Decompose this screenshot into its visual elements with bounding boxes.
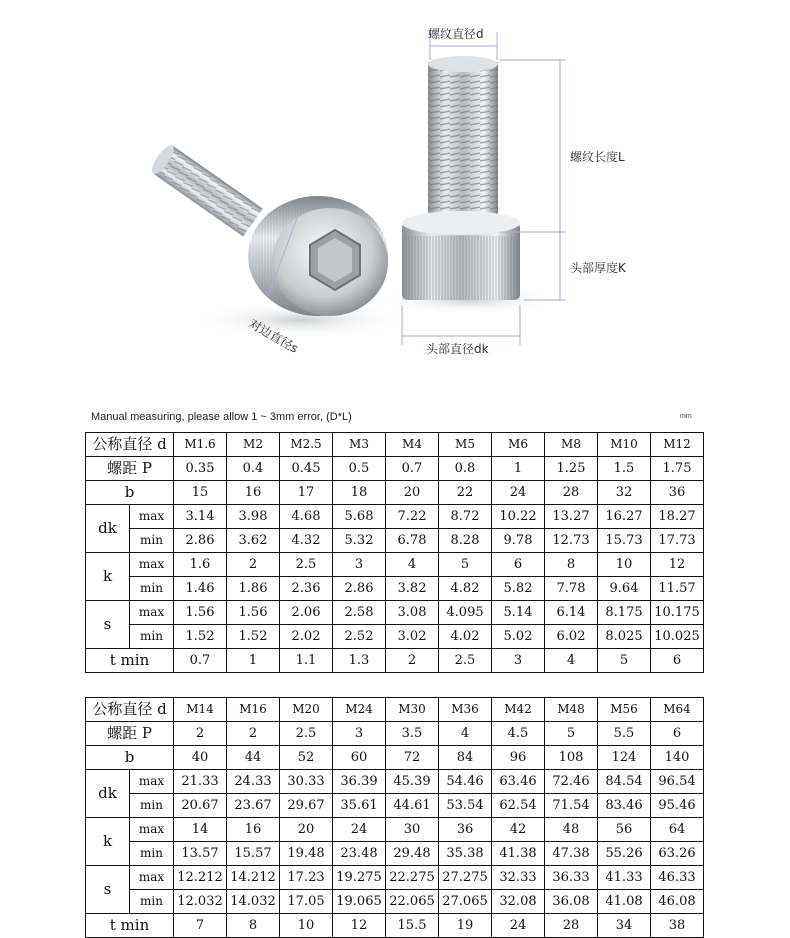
table-cell: 72.46 bbox=[545, 770, 598, 794]
table-cell: 60 bbox=[333, 746, 386, 770]
table-cell: 5.82 bbox=[492, 577, 545, 601]
table-cell: 4 bbox=[439, 722, 492, 746]
table-cell: M20 bbox=[280, 698, 333, 722]
table-cell: M24 bbox=[333, 698, 386, 722]
screw-photo bbox=[0, 0, 790, 400]
row-s-min bbox=[86, 625, 704, 649]
table-cell: 19.065 bbox=[333, 890, 386, 914]
table-cell: 1.86 bbox=[227, 577, 280, 601]
table-cell: 63.26 bbox=[651, 842, 704, 866]
table-cell: M56 bbox=[598, 698, 651, 722]
table-cell: 24 bbox=[492, 914, 545, 938]
table-cell: 30.33 bbox=[280, 770, 333, 794]
table-cell: 14 bbox=[174, 818, 227, 842]
table-cell: 35.61 bbox=[333, 794, 386, 818]
table-cell: 72 bbox=[386, 746, 439, 770]
table-cell: 48 bbox=[545, 818, 598, 842]
table-cell: M2 bbox=[227, 433, 280, 457]
table-cell: 17.73 bbox=[651, 529, 704, 553]
table-cell: 32 bbox=[598, 481, 651, 505]
sub-label: max bbox=[130, 818, 174, 842]
table-cell: 10.175 bbox=[651, 601, 704, 625]
table-cell: 2.36 bbox=[280, 577, 333, 601]
row-label: 公称直径 d bbox=[86, 433, 174, 457]
table-cell: 20.67 bbox=[174, 794, 227, 818]
table-cell: 21.33 bbox=[174, 770, 227, 794]
table-cell: 22 bbox=[439, 481, 492, 505]
table-cell: 1.25 bbox=[545, 457, 598, 481]
table-cell: 10.22 bbox=[492, 505, 545, 529]
row-nominal-diameter bbox=[86, 698, 704, 722]
sub-label: min bbox=[130, 842, 174, 866]
table-cell: 32.08 bbox=[492, 890, 545, 914]
row-b bbox=[86, 481, 704, 505]
table-cell: 5.02 bbox=[492, 625, 545, 649]
row-b bbox=[86, 746, 704, 770]
table-cell: 3.02 bbox=[386, 625, 439, 649]
table-cell: 4 bbox=[545, 649, 598, 673]
sub-label: max bbox=[130, 770, 174, 794]
table-cell: 6 bbox=[651, 649, 704, 673]
sub-label: max bbox=[130, 866, 174, 890]
table-cell: 17.23 bbox=[280, 866, 333, 890]
table-cell: 44 bbox=[227, 746, 280, 770]
row-t-min bbox=[86, 649, 704, 673]
table-cell: 14.212 bbox=[227, 866, 280, 890]
table-cell: 4.02 bbox=[439, 625, 492, 649]
table-cell: M6 bbox=[492, 433, 545, 457]
row-label: k bbox=[86, 818, 130, 866]
table-cell: 71.54 bbox=[545, 794, 598, 818]
table-cell: 1.52 bbox=[174, 625, 227, 649]
table-cell: 0.5 bbox=[333, 457, 386, 481]
row-label: 螺距 P bbox=[86, 722, 174, 746]
table-cell: 1.46 bbox=[174, 577, 227, 601]
table-cell: 1.52 bbox=[227, 625, 280, 649]
table-cell: 8.175 bbox=[598, 601, 651, 625]
row-s-max bbox=[86, 866, 704, 890]
row-dk-max bbox=[86, 505, 704, 529]
table-cell: 8 bbox=[227, 914, 280, 938]
table-cell: 36 bbox=[439, 818, 492, 842]
table-cell: 17 bbox=[280, 481, 333, 505]
table-cell: 28 bbox=[545, 481, 598, 505]
table-cell: 12 bbox=[651, 553, 704, 577]
sub-label: min bbox=[130, 794, 174, 818]
table-cell: 13.27 bbox=[545, 505, 598, 529]
table-cell: 9.78 bbox=[492, 529, 545, 553]
table-cell: 64 bbox=[651, 818, 704, 842]
table-cell: 3.08 bbox=[386, 601, 439, 625]
label-head-diameter: 头部直径dk bbox=[426, 342, 489, 356]
row-label: t min bbox=[86, 914, 174, 938]
table-cell: 4.095 bbox=[439, 601, 492, 625]
table-cell: 1.3 bbox=[333, 649, 386, 673]
table-cell: 13.57 bbox=[174, 842, 227, 866]
table-cell: 108 bbox=[545, 746, 598, 770]
table-cell: 0.8 bbox=[439, 457, 492, 481]
table-cell: 41.08 bbox=[598, 890, 651, 914]
table-cell: 32.33 bbox=[492, 866, 545, 890]
table-cell: 10 bbox=[598, 553, 651, 577]
table-cell: 96.54 bbox=[651, 770, 704, 794]
table-cell: 0.35 bbox=[174, 457, 227, 481]
table-cell: 0.7 bbox=[386, 457, 439, 481]
table-cell: 35.38 bbox=[439, 842, 492, 866]
table-cell: 3 bbox=[492, 649, 545, 673]
sub-label: max bbox=[130, 553, 174, 577]
table-cell: 22.065 bbox=[386, 890, 439, 914]
table-cell: 29.48 bbox=[386, 842, 439, 866]
table-cell: 12 bbox=[333, 914, 386, 938]
row-k-min bbox=[86, 842, 704, 866]
row-dk-min bbox=[86, 529, 704, 553]
table-cell: M36 bbox=[439, 698, 492, 722]
table-cell: 29.67 bbox=[280, 794, 333, 818]
table-cell: M48 bbox=[545, 698, 598, 722]
table-cell: 18 bbox=[333, 481, 386, 505]
table-cell: 19 bbox=[439, 914, 492, 938]
row-k-min bbox=[86, 577, 704, 601]
table-cell: 3.98 bbox=[227, 505, 280, 529]
row-label: s bbox=[86, 866, 130, 914]
table-cell: 3.62 bbox=[227, 529, 280, 553]
table-cell: 8.72 bbox=[439, 505, 492, 529]
table-cell: 3.14 bbox=[174, 505, 227, 529]
table-cell: M30 bbox=[386, 698, 439, 722]
table-cell: 6 bbox=[492, 553, 545, 577]
row-label: k bbox=[86, 553, 130, 601]
sub-label: max bbox=[130, 601, 174, 625]
table-cell: 55.26 bbox=[598, 842, 651, 866]
label-thread-diameter: 螺纹直径d bbox=[428, 27, 484, 41]
table-cell: M42 bbox=[492, 698, 545, 722]
table-cell: 1.6 bbox=[174, 553, 227, 577]
row-label: 螺距 P bbox=[86, 457, 174, 481]
row-k-max bbox=[86, 818, 704, 842]
table-cell: 1.56 bbox=[227, 601, 280, 625]
row-label: b bbox=[86, 746, 174, 770]
table-cell: 2 bbox=[386, 649, 439, 673]
row-label: b bbox=[86, 481, 174, 505]
table-cell: 10 bbox=[280, 914, 333, 938]
table-cell: 2.5 bbox=[280, 722, 333, 746]
table-cell: 16 bbox=[227, 481, 280, 505]
table-cell: 42 bbox=[492, 818, 545, 842]
table-cell: 2 bbox=[227, 553, 280, 577]
table-cell: 36.33 bbox=[545, 866, 598, 890]
table-cell: 2.86 bbox=[333, 577, 386, 601]
table-cell: 22.275 bbox=[386, 866, 439, 890]
sub-label: min bbox=[130, 890, 174, 914]
table-cell: 12.032 bbox=[174, 890, 227, 914]
table-cell: 15.73 bbox=[598, 529, 651, 553]
table-cell: M5 bbox=[439, 433, 492, 457]
table-cell: 12.212 bbox=[174, 866, 227, 890]
table-cell: 1.56 bbox=[174, 601, 227, 625]
label-across-flats: 对边直径s bbox=[246, 316, 301, 356]
table-cell: 14.032 bbox=[227, 890, 280, 914]
table-cell: 24 bbox=[492, 481, 545, 505]
table-cell: 4.32 bbox=[280, 529, 333, 553]
spec-table-small bbox=[85, 432, 704, 673]
table-cell: 2.86 bbox=[174, 529, 227, 553]
table-cell: 12.73 bbox=[545, 529, 598, 553]
row-s-min bbox=[86, 890, 704, 914]
row-pitch bbox=[86, 722, 704, 746]
row-s-max bbox=[86, 601, 704, 625]
table-cell: 24 bbox=[333, 818, 386, 842]
table-cell: 11.57 bbox=[651, 577, 704, 601]
table-cell: 1 bbox=[227, 649, 280, 673]
table-cell: 3 bbox=[333, 553, 386, 577]
row-dk-max bbox=[86, 770, 704, 794]
table-cell: 38 bbox=[651, 914, 704, 938]
table-cell: 19.48 bbox=[280, 842, 333, 866]
table-cell: 124 bbox=[598, 746, 651, 770]
table-cell: 40 bbox=[174, 746, 227, 770]
table-cell: 45.39 bbox=[386, 770, 439, 794]
table-cell: 5 bbox=[545, 722, 598, 746]
label-thread-length: 螺纹长度L bbox=[570, 150, 625, 164]
table-cell: 3 bbox=[333, 722, 386, 746]
table-cell: 36 bbox=[651, 481, 704, 505]
table-cell: 36.39 bbox=[333, 770, 386, 794]
table-cell: M14 bbox=[174, 698, 227, 722]
sub-label: min bbox=[130, 577, 174, 601]
row-label: 公称直径 d bbox=[86, 698, 174, 722]
table-cell: 4.5 bbox=[492, 722, 545, 746]
table-cell: 16.27 bbox=[598, 505, 651, 529]
table-cell: 2.06 bbox=[280, 601, 333, 625]
table-cell: 2.5 bbox=[439, 649, 492, 673]
table-cell: 30 bbox=[386, 818, 439, 842]
table-cell: M1.6 bbox=[174, 433, 227, 457]
table-cell: 8.025 bbox=[598, 625, 651, 649]
table-cell: 1.75 bbox=[651, 457, 704, 481]
row-label: s bbox=[86, 601, 130, 649]
table-cell: M12 bbox=[651, 433, 704, 457]
table-cell: 41.33 bbox=[598, 866, 651, 890]
table-cell: 0.45 bbox=[280, 457, 333, 481]
table-cell: 62.54 bbox=[492, 794, 545, 818]
table-cell: 2 bbox=[174, 722, 227, 746]
table-cell: 15.57 bbox=[227, 842, 280, 866]
table-cell: 84 bbox=[439, 746, 492, 770]
table-cell: M16 bbox=[227, 698, 280, 722]
table-cell: 7.22 bbox=[386, 505, 439, 529]
row-label: dk bbox=[86, 505, 130, 553]
table-cell: 6.14 bbox=[545, 601, 598, 625]
right-screw-illustration bbox=[402, 56, 520, 300]
table-cell: 41.38 bbox=[492, 842, 545, 866]
table-cell: 16 bbox=[227, 818, 280, 842]
table-cell: 4 bbox=[386, 553, 439, 577]
sub-label: min bbox=[130, 625, 174, 649]
table-cell: 6.78 bbox=[386, 529, 439, 553]
table-cell: 44.61 bbox=[386, 794, 439, 818]
table-cell: 5.5 bbox=[598, 722, 651, 746]
table-cell: 34 bbox=[598, 914, 651, 938]
table-cell: 23.48 bbox=[333, 842, 386, 866]
table-cell: 3.5 bbox=[386, 722, 439, 746]
table-cell: M64 bbox=[651, 698, 704, 722]
table-cell: 27.065 bbox=[439, 890, 492, 914]
table-cell: 5.14 bbox=[492, 601, 545, 625]
sub-label: max bbox=[130, 505, 174, 529]
table-cell: 2.52 bbox=[333, 625, 386, 649]
table-cell: M3 bbox=[333, 433, 386, 457]
table-cell: 9.64 bbox=[598, 577, 651, 601]
table-cell: 46.33 bbox=[651, 866, 704, 890]
table-cell: 46.08 bbox=[651, 890, 704, 914]
row-k-max bbox=[86, 553, 704, 577]
table-cell: 1.1 bbox=[280, 649, 333, 673]
table-cell: 5 bbox=[598, 649, 651, 673]
table-cell: M2.5 bbox=[280, 433, 333, 457]
table-cell: 7.78 bbox=[545, 577, 598, 601]
table-cell: 2.58 bbox=[333, 601, 386, 625]
table-cell: 2 bbox=[227, 722, 280, 746]
table-cell: 54.46 bbox=[439, 770, 492, 794]
table-cell: 5 bbox=[439, 553, 492, 577]
table-cell: 24.33 bbox=[227, 770, 280, 794]
row-dk-min bbox=[86, 794, 704, 818]
table-cell: 23.67 bbox=[227, 794, 280, 818]
table-cell: 1 bbox=[492, 457, 545, 481]
row-nominal-diameter bbox=[86, 433, 704, 457]
table-cell: 1.5 bbox=[598, 457, 651, 481]
row-label: t min bbox=[86, 649, 174, 673]
measurement-note: Manual measuring, please allow 1 ~ 3mm error, (D*L) bbox=[91, 411, 352, 423]
table-cell: 7 bbox=[174, 914, 227, 938]
row-t-min bbox=[86, 914, 704, 938]
table-cell: 5.68 bbox=[333, 505, 386, 529]
table-cell: 140 bbox=[651, 746, 704, 770]
table-cell: 28 bbox=[545, 914, 598, 938]
table-cell: 10.025 bbox=[651, 625, 704, 649]
table-cell: 4.82 bbox=[439, 577, 492, 601]
table-cell: 95.46 bbox=[651, 794, 704, 818]
table-cell: 15 bbox=[174, 481, 227, 505]
table-cell: 18.27 bbox=[651, 505, 704, 529]
table-cell: 47.38 bbox=[545, 842, 598, 866]
table-cell: 3.82 bbox=[386, 577, 439, 601]
table-cell: 20 bbox=[386, 481, 439, 505]
table-cell: 56 bbox=[598, 818, 651, 842]
table-cell: M10 bbox=[598, 433, 651, 457]
table-cell: 96 bbox=[492, 746, 545, 770]
table-cell: M8 bbox=[545, 433, 598, 457]
table-cell: 5.32 bbox=[333, 529, 386, 553]
table-cell: 8.28 bbox=[439, 529, 492, 553]
table-cell: 6.02 bbox=[545, 625, 598, 649]
table-cell: 8 bbox=[545, 553, 598, 577]
table-cell: 0.7 bbox=[174, 649, 227, 673]
table-cell: 20 bbox=[280, 818, 333, 842]
table-cell: 36.08 bbox=[545, 890, 598, 914]
row-label: dk bbox=[86, 770, 130, 818]
table-cell: 2.5 bbox=[280, 553, 333, 577]
table-cell: 17.05 bbox=[280, 890, 333, 914]
table-cell: 52 bbox=[280, 746, 333, 770]
table-cell: 27.275 bbox=[439, 866, 492, 890]
sub-label: min bbox=[130, 529, 174, 553]
table-cell: 63.46 bbox=[492, 770, 545, 794]
table-cell: 83.46 bbox=[598, 794, 651, 818]
table-cell: 0.4 bbox=[227, 457, 280, 481]
unit-label: mm bbox=[680, 413, 692, 420]
row-pitch bbox=[86, 457, 704, 481]
label-head-thickness: 头部厚度K bbox=[570, 261, 626, 275]
table-cell: 84.54 bbox=[598, 770, 651, 794]
table-cell: 2.02 bbox=[280, 625, 333, 649]
spec-table-large bbox=[85, 697, 704, 938]
table-cell: 15.5 bbox=[386, 914, 439, 938]
table-cell: 53.54 bbox=[439, 794, 492, 818]
table-cell: 19.275 bbox=[333, 866, 386, 890]
table-cell: 6 bbox=[651, 722, 704, 746]
left-screw-illustration bbox=[148, 142, 388, 316]
table-cell: M4 bbox=[386, 433, 439, 457]
table-cell: 4.68 bbox=[280, 505, 333, 529]
